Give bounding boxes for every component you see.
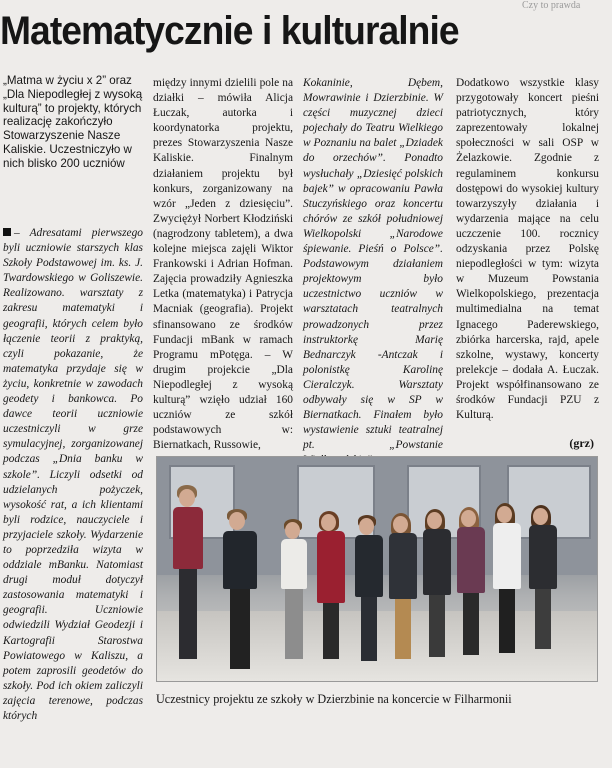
top-strip-text: Czy to prawda	[522, 0, 581, 11]
column-4-text: Dodatkowo wszystkie klasy przygotowały koncert pieśni patriotycznych, który zaprezentowały lokalnej społeczności w sali OSP w Żelazkowie. Zgodnie z regulaminem konkursu dostępowi do wysokiej kultury towarzyszyły działania i wydarzenia mające na celu uczczenie 100. rocznicy odzyskania przez Polskę niepodległości w tym: wizyta w Muzeum Powstania Wielkopolskiego, prezentacja multimedialna na temat Ignacego Paderewskiego, zbiórka harcerska, rajd, apele szkolne, wystawy, koncerty prelekcje – dodała A. Łuczak. Projekt współfinansowano ze środków Fundacji PZU z Kulturą.	[456, 77, 599, 422]
photo-floor	[157, 611, 597, 681]
author-signature: (grz)	[569, 436, 594, 450]
article-photo	[156, 456, 598, 682]
photo-caption: Uczestnicy projektu ze szkoły w Dzierzbinie na koncercie w Filharmonii	[156, 692, 512, 706]
column-3-text: Kokaninie, Dębem, Mowrawinie i Dzierzbinie. W części muzycznej dzieci pojechały do Teatru Wielkiego w Poznaniu na balet „Dziadek do orzechów”. Ponadto wysłuchały „Dziesięć polskich bajek” w opracowaniu Pawła Stuczyńskiego oraz koncertu chórów ze szkół południowej Wielkopolski „Narodowe śpiewanie. Pieśń o Polsce”. Podstawowym działaniem projektowym było uczestnictwo uczniów w warsztatach teatralnych prowadzonych przez instruktorkę Marię Bednarczyk -Antczak i polonistkę Karolinę Cieralczyk. Warsztaty odbywały się w SP w Biernatkach. Finałem było wystawienie sztuki teatralnej pt. „Powstanie	[303, 77, 443, 452]
column-2	[153, 76, 293, 453]
article-title: Matematycznie i kulturalnie	[0, 9, 459, 53]
column-2-text: między innymi dzielili pole na działki – mówiła Alicja Łuczak, autorka i koordynatorka projektu, prezes Stowarzyszenia Nasze Kaliskie. Finalnym działaniem projektu był konkurs, zorganizowany na wzór „Jeden z dziesięciu”. Zwyciężył Norbert Kłodziński (nagrodzony tabletem), a dwa kolejne miejsca zajęli Wiktor Frankowski i Adrian Hofman. Zajęcia prowadziły Agnieszka Letka (matematyka) i Patrycja Macniak (geografia). Projekt sfinansowano ze środków Fundacji mBank w ramach Programu mPotęga. – W drugim projekcie „Dla Niepodległej z wysoką kulturą” wzięło udział 160 uczniów ze szkół podstawowych w: Biernatkach, Russowie,	[153, 77, 293, 452]
column-1-body: – Adresatami pierwszego byli uczniowie starszych klas Szkoły Podstawowej im. ks. J. Twardowskiego w Goliszewie. Realizowano. warsztaty z zakresu matematyki i geografii, których celem było łączenie teorii z praktyką, czyli pokazanie, że matematyka przydaje się w życiu, konkretnie w zawodach geodety i bankowca. Po dawce teorii uczniowie uczestniczyli w grze symulacyjnej, zorganizowanej podczas „Dnia banku w szkole”. Liczyli odsetki od udzielanych pożyczek, wysokość rat, a ich klientami byli rodzice, nauczyciele i przyjaciele szkoły. Wydarzenie to poprzedziła wizyta w oddziale mBanku. Natomiast drugi moduł dotyczył zastosowania matematyki i geografii. Uczniowie odwiedzili Wydział Geodezji i Kartografii Starostwa Powiatowego w Kaliszu, a potem zaprosili geodetów do szkoły. Pod ich okiem zaliczyli zajęcia terenowe, podczas których	[3, 227, 143, 722]
column-4	[456, 76, 599, 423]
column-1-text	[3, 226, 143, 724]
article-lead	[3, 74, 143, 171]
lead-text: „Matma w życiu x 2” oraz „Dla Niepodległej z wysoką kulturą” to projekty, których realizację zakończyło Stowarzyszenie Nasze Kaliskie. Uczestniczyło w nich blisko 200 uczniów	[3, 74, 143, 170]
paragraph-marker-icon	[3, 228, 11, 236]
column-3	[303, 76, 443, 468]
column-1	[3, 226, 143, 724]
